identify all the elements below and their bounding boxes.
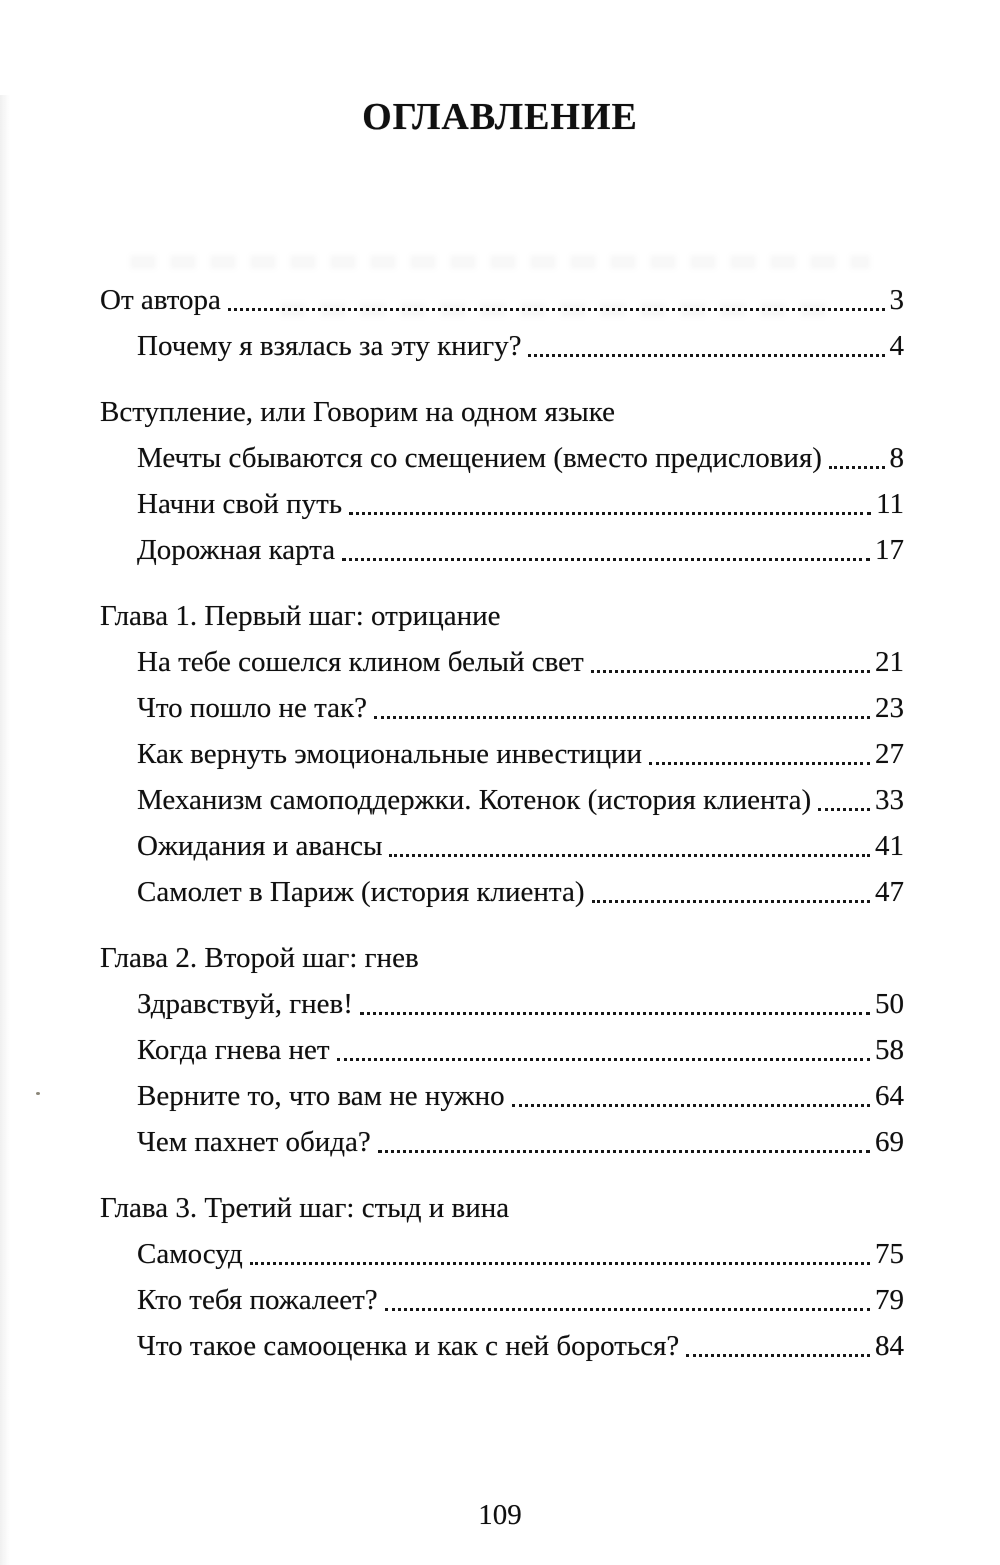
toc-entry-page: 69 bbox=[875, 1126, 904, 1158]
toc-entry-label: Когда гнева нет bbox=[137, 1034, 330, 1066]
toc-section-header bbox=[100, 935, 904, 981]
toc-entry bbox=[137, 639, 904, 685]
toc-entry bbox=[137, 1277, 904, 1323]
toc-entry-page: 8 bbox=[889, 442, 904, 474]
toc-entry-label: Ожидания и авансы bbox=[137, 830, 383, 862]
dot-leader bbox=[228, 308, 885, 311]
toc-list bbox=[100, 277, 904, 1369]
toc-entry-label: Глава 3. Третий шаг: стыд и вина bbox=[100, 1192, 510, 1224]
dot-leader bbox=[337, 1058, 870, 1061]
toc-entry-page: 21 bbox=[875, 646, 904, 678]
toc-entry-page: 84 bbox=[875, 1330, 904, 1362]
dot-leader bbox=[818, 808, 870, 811]
toc-entry-label: Что такое самооценка и как с ней бороться? bbox=[137, 1330, 680, 1362]
toc-entry bbox=[137, 323, 904, 369]
dot-leader bbox=[649, 762, 870, 765]
dot-leader bbox=[829, 466, 885, 469]
toc-entry-label: Механизм самоподдержки. Котенок (история клиента) bbox=[137, 784, 812, 816]
dot-leader bbox=[389, 854, 870, 857]
dot-leader bbox=[349, 512, 871, 515]
book-page bbox=[0, 95, 1000, 1531]
toc-entry-page: 50 bbox=[875, 988, 904, 1020]
toc-entry-label: Самолет в Париж (история клиента) bbox=[137, 876, 585, 908]
dot-leader bbox=[385, 1308, 870, 1311]
toc-entry-label: Начни свой путь bbox=[137, 488, 343, 520]
scan-edge-shading bbox=[0, 95, 10, 1565]
dot-leader bbox=[374, 716, 870, 719]
toc-entry bbox=[137, 1323, 904, 1369]
toc-entry-page: 33 bbox=[875, 784, 904, 816]
toc-section-header bbox=[100, 593, 904, 639]
dot-leader bbox=[591, 670, 870, 673]
toc-entry bbox=[137, 823, 904, 869]
toc-entry-label: Кто тебя пожалеет? bbox=[137, 1284, 378, 1316]
dot-leader bbox=[512, 1104, 870, 1107]
toc-entry bbox=[137, 481, 904, 527]
toc-entry-label: Верните то, что вам не нужно bbox=[137, 1080, 505, 1112]
toc-entry-page: 79 bbox=[875, 1284, 904, 1316]
toc-entry bbox=[137, 777, 904, 823]
toc-entry-label: Дорожная карта bbox=[137, 534, 336, 566]
toc-entry-page: 64 bbox=[875, 1080, 904, 1112]
toc-entry bbox=[137, 731, 904, 777]
toc-entry-page: 17 bbox=[875, 534, 904, 566]
toc-entry bbox=[137, 1073, 904, 1119]
toc-entry-label: На тебе сошелся клином белый свет bbox=[137, 646, 584, 678]
toc-entry-label: Здравствуй, гнев! bbox=[137, 988, 353, 1020]
toc-entry-label: Самосуд bbox=[137, 1238, 243, 1270]
toc-entry-label: Как вернуть эмоциональные инвестиции bbox=[137, 738, 643, 770]
dot-leader bbox=[378, 1150, 870, 1153]
toc-entry bbox=[137, 1231, 904, 1277]
toc-entry-page: 23 bbox=[875, 692, 904, 724]
dot-leader bbox=[342, 558, 870, 561]
toc-entry-page: 4 bbox=[889, 330, 904, 362]
toc-entry-page: 58 bbox=[875, 1034, 904, 1066]
page-number: 109 bbox=[478, 1499, 522, 1531]
dot-leader bbox=[686, 1354, 870, 1357]
toc-entry bbox=[137, 1119, 904, 1165]
toc-entry bbox=[137, 435, 904, 481]
dot-leader bbox=[250, 1262, 870, 1265]
toc-entry bbox=[137, 527, 904, 573]
toc-entry-page: 27 bbox=[875, 738, 904, 770]
toc-entry-label: Что пошло не так? bbox=[137, 692, 367, 724]
toc-entry bbox=[100, 277, 904, 323]
toc-entry-page: 3 bbox=[889, 284, 904, 316]
toc-entry-label: Вступление, или Говорим на одном языке bbox=[100, 396, 616, 428]
toc-entry bbox=[137, 869, 904, 915]
dot-leader bbox=[592, 900, 871, 903]
toc-title: ОГЛАВЛЕНИЕ bbox=[362, 96, 638, 138]
toc-entry bbox=[137, 981, 904, 1027]
toc-section-header bbox=[100, 389, 904, 435]
toc-entry-label: Чем пахнет обида? bbox=[137, 1126, 371, 1158]
toc-entry-label: Глава 1. Первый шаг: отрицание bbox=[100, 600, 501, 632]
toc-entry-label: Почему я взялась за эту книгу? bbox=[137, 330, 522, 362]
toc-entry-label: От автора bbox=[100, 284, 221, 316]
toc-entry-page: 75 bbox=[875, 1238, 904, 1270]
toc-entry-label: Мечты сбываются со смещением (вместо предисловия) bbox=[137, 442, 822, 474]
toc-entry-page: 47 bbox=[875, 876, 904, 908]
scan-speck bbox=[36, 1092, 40, 1095]
dot-leader bbox=[528, 354, 884, 357]
toc-entry-label: Глава 2. Второй шаг: гнев bbox=[100, 942, 419, 974]
bleed-through-artifact bbox=[130, 255, 870, 269]
toc-section-header bbox=[100, 1185, 904, 1231]
toc-entry bbox=[137, 1027, 904, 1073]
toc-entry-page: 41 bbox=[875, 830, 904, 862]
toc-entry bbox=[137, 685, 904, 731]
toc-entry-page: 11 bbox=[876, 488, 904, 520]
dot-leader bbox=[360, 1012, 870, 1015]
